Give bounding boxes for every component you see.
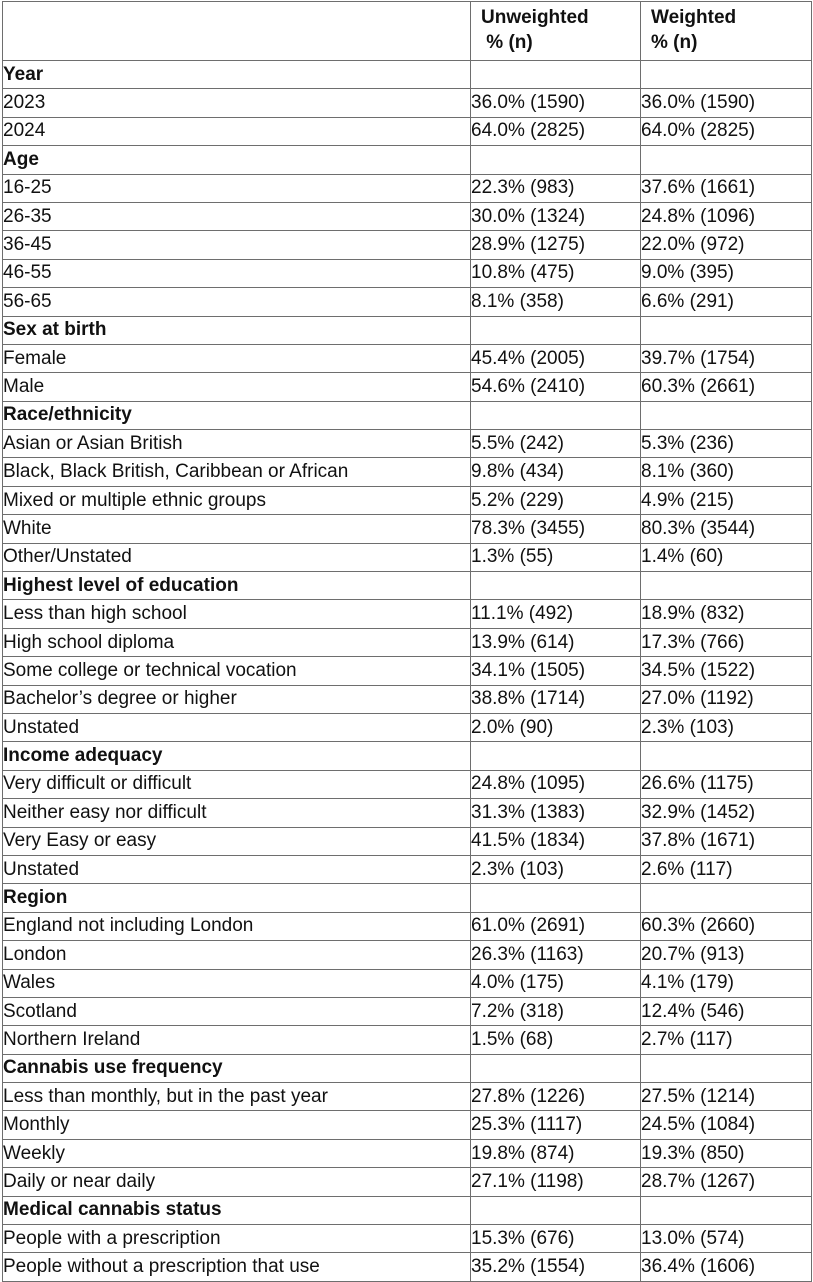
table-row — [3, 912, 812, 940]
empty-cell — [471, 572, 641, 600]
row-label: Scotland — [3, 997, 471, 1025]
table-row — [3, 941, 812, 969]
unweighted-value: 22.3% (983) — [471, 174, 641, 202]
table-row — [3, 117, 812, 145]
row-label: Mixed or multiple ethnic groups — [3, 486, 471, 514]
weighted-value: 2.3% (103) — [641, 713, 812, 741]
weighted-value: 4.1% (179) — [641, 969, 812, 997]
weighted-value: 6.6% (291) — [641, 288, 812, 316]
row-label: Very difficult or difficult — [3, 770, 471, 798]
header-unweighted-unit: % (n) — [481, 32, 533, 53]
empty-cell — [641, 1054, 812, 1082]
weighted-value: 32.9% (1452) — [641, 799, 812, 827]
section-header-row — [3, 146, 812, 174]
table-row — [3, 259, 812, 287]
section-header-row — [3, 572, 812, 600]
unweighted-value: 1.5% (68) — [471, 1026, 641, 1054]
row-label: Female — [3, 344, 471, 372]
unweighted-value: 19.8% (874) — [471, 1139, 641, 1167]
unweighted-value: 35.2% (1554) — [471, 1253, 641, 1281]
demographics-table — [2, 1, 812, 1282]
table-row — [3, 430, 812, 458]
table-row — [3, 89, 812, 117]
table-row — [3, 1111, 812, 1139]
table-row — [3, 486, 812, 514]
empty-cell — [641, 316, 812, 344]
table-header-row — [3, 2, 812, 61]
table-row — [3, 799, 812, 827]
empty-cell — [641, 401, 812, 429]
unweighted-value: 1.3% (55) — [471, 543, 641, 571]
unweighted-value: 34.1% (1505) — [471, 657, 641, 685]
header-unweighted — [471, 2, 641, 61]
table-row — [3, 1139, 812, 1167]
weighted-value: 12.4% (546) — [641, 997, 812, 1025]
weighted-value: 36.4% (1606) — [641, 1253, 812, 1281]
table-row — [3, 1083, 812, 1111]
row-label: Bachelor’s degree or higher — [3, 685, 471, 713]
weighted-value: 24.8% (1096) — [641, 202, 812, 230]
row-label: 56-65 — [3, 288, 471, 316]
table-row — [3, 1168, 812, 1196]
weighted-value: 34.5% (1522) — [641, 657, 812, 685]
row-label: Unstated — [3, 855, 471, 883]
table-row — [3, 1225, 812, 1253]
table-row — [3, 600, 812, 628]
empty-cell — [641, 1196, 812, 1224]
row-label: Black, Black British, Caribbean or African — [3, 458, 471, 486]
section-title: Cannabis use frequency — [3, 1054, 471, 1082]
row-label: London — [3, 941, 471, 969]
table-row — [3, 770, 812, 798]
row-label: Very Easy or easy — [3, 827, 471, 855]
table-row — [3, 657, 812, 685]
section-title: Region — [3, 884, 471, 912]
row-label: 16-25 — [3, 174, 471, 202]
section-header-row — [3, 401, 812, 429]
unweighted-value: 61.0% (2691) — [471, 912, 641, 940]
weighted-value: 17.3% (766) — [641, 628, 812, 656]
empty-cell — [471, 1054, 641, 1082]
section-title: Income adequacy — [3, 742, 471, 770]
table-row — [3, 202, 812, 230]
unweighted-value: 25.3% (1117) — [471, 1111, 641, 1139]
weighted-value: 13.0% (574) — [641, 1225, 812, 1253]
row-label: Monthly — [3, 1111, 471, 1139]
weighted-value: 27.5% (1214) — [641, 1083, 812, 1111]
unweighted-value: 45.4% (2005) — [471, 344, 641, 372]
unweighted-value: 5.5% (242) — [471, 430, 641, 458]
unweighted-value: 30.0% (1324) — [471, 202, 641, 230]
table-row — [3, 1026, 812, 1054]
section-header-row — [3, 884, 812, 912]
table-row — [3, 1253, 812, 1281]
table-row — [3, 543, 812, 571]
unweighted-value: 2.3% (103) — [471, 855, 641, 883]
row-label: Asian or Asian British — [3, 430, 471, 458]
row-label: Less than high school — [3, 600, 471, 628]
unweighted-value: 5.2% (229) — [471, 486, 641, 514]
empty-cell — [471, 61, 641, 89]
row-label: England not including London — [3, 912, 471, 940]
weighted-value: 24.5% (1084) — [641, 1111, 812, 1139]
row-label: Wales — [3, 969, 471, 997]
row-label: 2024 — [3, 117, 471, 145]
weighted-value: 9.0% (395) — [641, 259, 812, 287]
unweighted-value: 54.6% (2410) — [471, 373, 641, 401]
empty-cell — [641, 61, 812, 89]
unweighted-value: 38.8% (1714) — [471, 685, 641, 713]
section-header-row — [3, 1196, 812, 1224]
header-label-column — [3, 2, 471, 61]
weighted-value: 27.0% (1192) — [641, 685, 812, 713]
row-label: Weekly — [3, 1139, 471, 1167]
table-row — [3, 628, 812, 656]
unweighted-value: 13.9% (614) — [471, 628, 641, 656]
empty-cell — [471, 401, 641, 429]
row-label: White — [3, 515, 471, 543]
section-title: Medical cannabis status — [3, 1196, 471, 1224]
weighted-value: 18.9% (832) — [641, 600, 812, 628]
weighted-value: 2.7% (117) — [641, 1026, 812, 1054]
weighted-value: 5.3% (236) — [641, 430, 812, 458]
section-title: Highest level of education — [3, 572, 471, 600]
weighted-value: 28.7% (1267) — [641, 1168, 812, 1196]
unweighted-value: 11.1% (492) — [471, 600, 641, 628]
unweighted-value: 26.3% (1163) — [471, 941, 641, 969]
empty-cell — [471, 316, 641, 344]
table-row — [3, 344, 812, 372]
weighted-value: 20.7% (913) — [641, 941, 812, 969]
weighted-value: 60.3% (2660) — [641, 912, 812, 940]
empty-cell — [641, 572, 812, 600]
unweighted-value: 27.8% (1226) — [471, 1083, 641, 1111]
empty-cell — [641, 884, 812, 912]
weighted-value: 4.9% (215) — [641, 486, 812, 514]
unweighted-value: 9.8% (434) — [471, 458, 641, 486]
weighted-value: 19.3% (850) — [641, 1139, 812, 1167]
weighted-value: 80.3% (3544) — [641, 515, 812, 543]
table-row — [3, 713, 812, 741]
row-label: 26-35 — [3, 202, 471, 230]
section-header-row — [3, 1054, 812, 1082]
row-label: 46-55 — [3, 259, 471, 287]
row-label: 36-45 — [3, 231, 471, 259]
row-label: Less than monthly, but in the past year — [3, 1083, 471, 1111]
empty-cell — [471, 742, 641, 770]
unweighted-value: 2.0% (90) — [471, 713, 641, 741]
table-row — [3, 997, 812, 1025]
unweighted-value: 8.1% (358) — [471, 288, 641, 316]
section-header-row — [3, 61, 812, 89]
unweighted-value: 7.2% (318) — [471, 997, 641, 1025]
section-title: Sex at birth — [3, 316, 471, 344]
row-label: High school diploma — [3, 628, 471, 656]
table-row — [3, 288, 812, 316]
row-label: Neither easy nor difficult — [3, 799, 471, 827]
weighted-value: 37.8% (1671) — [641, 827, 812, 855]
weighted-value: 64.0% (2825) — [641, 117, 812, 145]
unweighted-value: 31.3% (1383) — [471, 799, 641, 827]
table-row — [3, 458, 812, 486]
table-row — [3, 515, 812, 543]
table-row — [3, 231, 812, 259]
table-body — [3, 61, 812, 1282]
row-label: Some college or technical vocation — [3, 657, 471, 685]
empty-cell — [471, 146, 641, 174]
empty-cell — [641, 742, 812, 770]
weighted-value: 36.0% (1590) — [641, 89, 812, 117]
empty-cell — [471, 1196, 641, 1224]
section-title: Year — [3, 61, 471, 89]
section-title: Race/ethnicity — [3, 401, 471, 429]
weighted-value: 1.4% (60) — [641, 543, 812, 571]
unweighted-value: 64.0% (2825) — [471, 117, 641, 145]
weighted-value: 26.6% (1175) — [641, 770, 812, 798]
row-label: 2023 — [3, 89, 471, 117]
unweighted-value: 28.9% (1275) — [471, 231, 641, 259]
unweighted-value: 24.8% (1095) — [471, 770, 641, 798]
weighted-value: 37.6% (1661) — [641, 174, 812, 202]
unweighted-value: 4.0% (175) — [471, 969, 641, 997]
unweighted-value: 78.3% (3455) — [471, 515, 641, 543]
section-title: Age — [3, 146, 471, 174]
table-row — [3, 685, 812, 713]
weighted-value: 39.7% (1754) — [641, 344, 812, 372]
section-header-row — [3, 316, 812, 344]
header-weighted — [641, 2, 812, 61]
unweighted-value: 36.0% (1590) — [471, 89, 641, 117]
table-row — [3, 969, 812, 997]
row-label: People without a prescription that use — [3, 1253, 471, 1281]
unweighted-value: 41.5% (1834) — [471, 827, 641, 855]
table-row — [3, 827, 812, 855]
section-header-row — [3, 742, 812, 770]
header-weighted-unit: % (n) — [651, 32, 698, 53]
unweighted-value: 10.8% (475) — [471, 259, 641, 287]
weighted-value: 8.1% (360) — [641, 458, 812, 486]
header-unweighted-title: Unweighted — [481, 7, 589, 28]
row-label: Other/Unstated — [3, 543, 471, 571]
weighted-value: 22.0% (972) — [641, 231, 812, 259]
row-label: People with a prescription — [3, 1225, 471, 1253]
unweighted-value: 27.1% (1198) — [471, 1168, 641, 1196]
header-weighted-title: Weighted — [651, 7, 737, 28]
row-label: Male — [3, 373, 471, 401]
row-label: Daily or near daily — [3, 1168, 471, 1196]
table-row — [3, 855, 812, 883]
row-label: Northern Ireland — [3, 1026, 471, 1054]
row-label: Unstated — [3, 713, 471, 741]
empty-cell — [641, 146, 812, 174]
weighted-value: 2.6% (117) — [641, 855, 812, 883]
empty-cell — [471, 884, 641, 912]
unweighted-value: 15.3% (676) — [471, 1225, 641, 1253]
weighted-value: 60.3% (2661) — [641, 373, 812, 401]
table-row — [3, 174, 812, 202]
table-row — [3, 373, 812, 401]
